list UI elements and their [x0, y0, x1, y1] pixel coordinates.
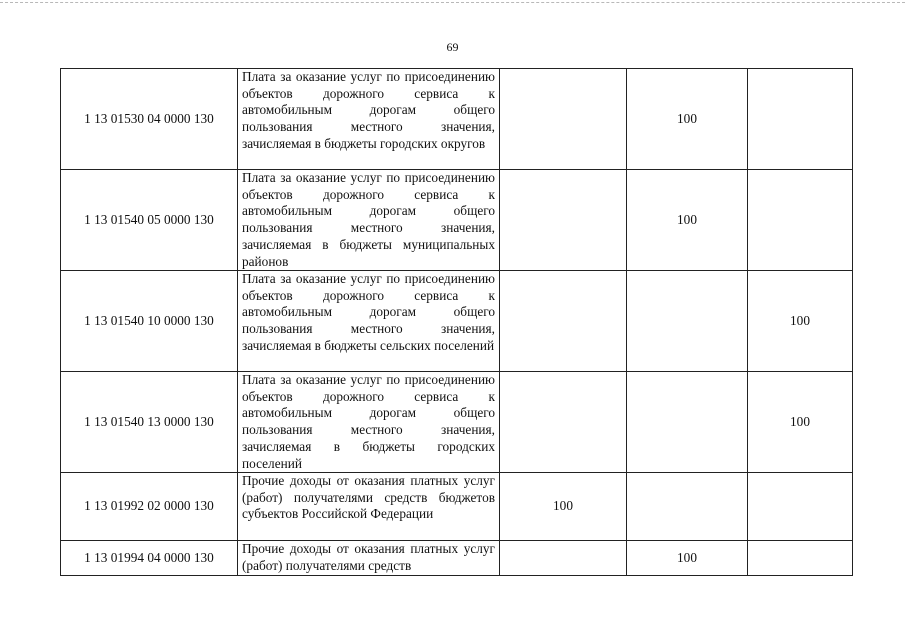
- revenue-name-text: Плата за оказание услуг по присоединению объектов дорожного сервиса к автомобильным дорогам общего пользования местного значения, зачисляемая в бюджеты городских поселений: [242, 372, 495, 471]
- revenue-name-text: Плата за оказание услуг по присоединению объектов дорожного сервиса к автомобильным дорогам общего пользования местного значения, зачисляемая в бюджеты сельских поселений: [242, 271, 495, 353]
- table-row: [61, 271, 853, 372]
- revenue-classification-table: [60, 68, 853, 576]
- revenue-code-cell: 1 13 01530 04 0000 130: [61, 69, 238, 170]
- revenue-name-cell: [238, 69, 500, 170]
- district-budget-share-cell: 100: [627, 69, 748, 170]
- table-row: [61, 69, 853, 170]
- revenue-code-cell: 1 13 01540 05 0000 130: [61, 170, 238, 271]
- revenue-name-cell: [238, 170, 500, 271]
- table-row: [61, 473, 853, 541]
- regional-budget-share-cell: [500, 69, 627, 170]
- revenue-name-text: Прочие доходы от оказания платных услуг (работ) получателями средств бюджетов субъектов Российской Федерации: [242, 473, 495, 522]
- table-row: [61, 541, 853, 576]
- district-budget-share-cell: 100: [627, 541, 748, 576]
- revenue-code-cell: 1 13 01540 13 0000 130: [61, 372, 238, 473]
- scan-edge-line: [0, 2, 905, 3]
- settlement-budget-share-cell: [748, 170, 853, 271]
- revenue-name-text: Плата за оказание услуг по присоединению объектов дорожного сервиса к автомобильным дорогам общего пользования местного значения, зачисляемая в бюджеты муниципальных районов: [242, 170, 495, 269]
- revenue-name-cell: [238, 473, 500, 541]
- page-number: 69: [446, 40, 459, 54]
- settlement-budget-share-cell: [748, 541, 853, 576]
- revenue-name-cell: [238, 271, 500, 372]
- district-budget-share-cell: 100: [627, 170, 748, 271]
- revenue-name-cell: [238, 541, 500, 576]
- revenue-code-cell: 1 13 01992 02 0000 130: [61, 473, 238, 541]
- district-budget-share-cell: [627, 473, 748, 541]
- settlement-budget-share-cell: [748, 69, 853, 170]
- regional-budget-share-cell: [500, 372, 627, 473]
- settlement-budget-share-cell: 100: [748, 372, 853, 473]
- settlement-budget-share-cell: 100: [748, 271, 853, 372]
- revenue-name-text: Прочие доходы от оказания платных услуг (работ) получателями средств: [242, 541, 495, 573]
- revenue-name-cell: [238, 372, 500, 473]
- table-row: [61, 372, 853, 473]
- regional-budget-share-cell: [500, 541, 627, 576]
- regional-budget-share-cell: 100: [500, 473, 627, 541]
- revenue-name-text: Плата за оказание услуг по присоединению объектов дорожного сервиса к автомобильным дорогам общего пользования местного значения, зачисляемая в бюджеты городских округов: [242, 69, 495, 151]
- settlement-budget-share-cell: [748, 473, 853, 541]
- table-row: [61, 170, 853, 271]
- district-budget-share-cell: [627, 372, 748, 473]
- regional-budget-share-cell: [500, 170, 627, 271]
- revenue-code-cell: 1 13 01540 10 0000 130: [61, 271, 238, 372]
- revenue-code-cell: 1 13 01994 04 0000 130: [61, 541, 238, 576]
- regional-budget-share-cell: [500, 271, 627, 372]
- district-budget-share-cell: [627, 271, 748, 372]
